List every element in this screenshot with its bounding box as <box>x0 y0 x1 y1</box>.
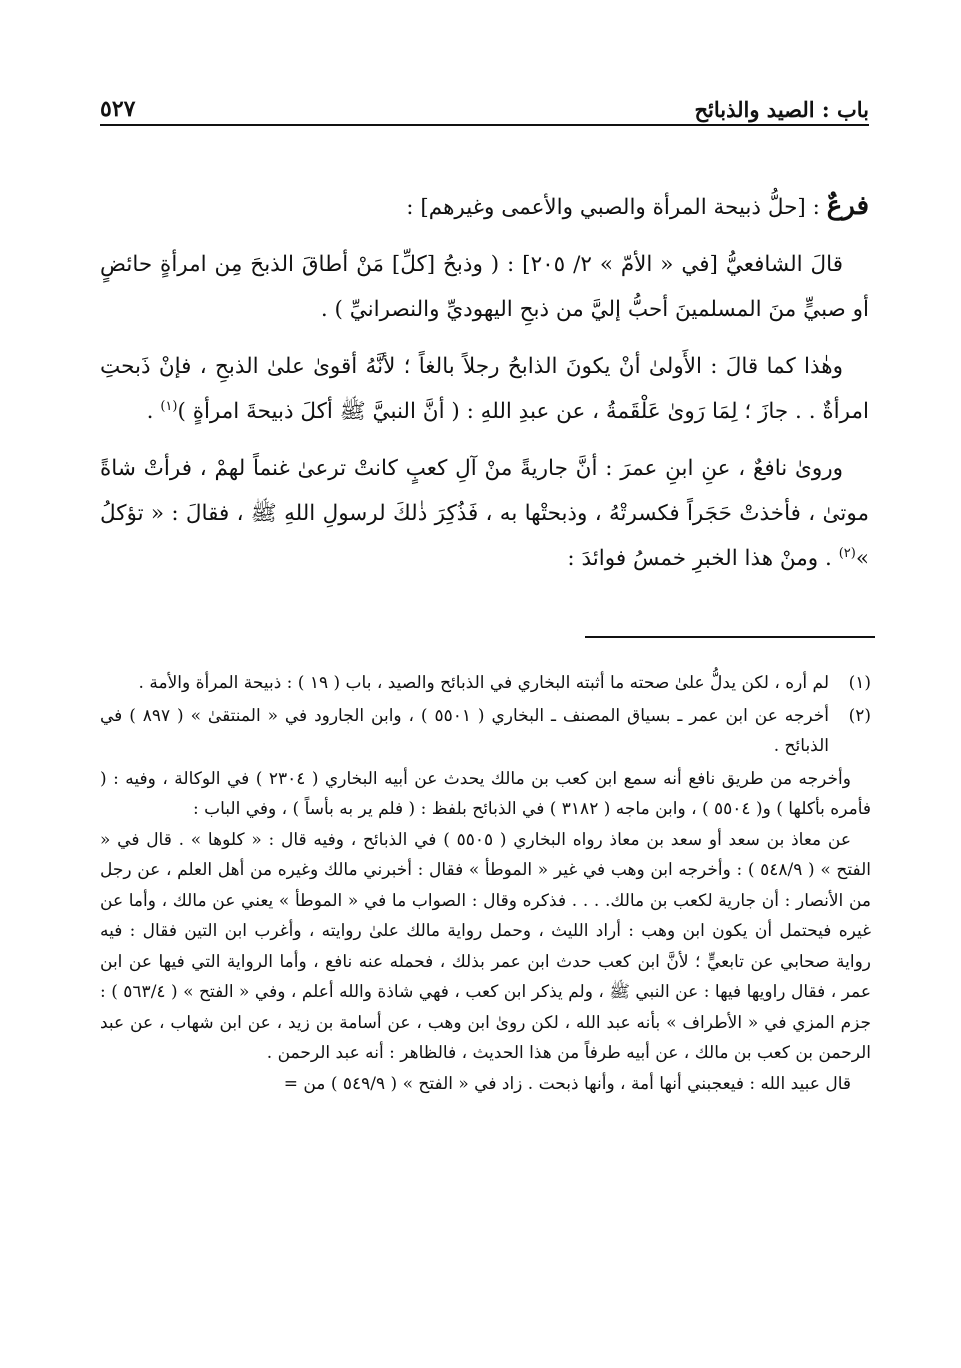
heading-lead: فرعٌ <box>826 191 869 221</box>
page-number: ٥٢٧ <box>100 96 136 122</box>
section-heading <box>100 184 869 230</box>
paragraph-2-text: وهٰذا كما قالَ : الأَولىٰ أنْ يكونَ الذابحُ رجلاً بالغاً ؛ لأنَّهُ أقوىٰ علىٰ الذبحِ ، فإنْ ذَبحتِ امرأةٌ . . جازَ ؛ لِمَا رَوىٰ عَلْقَمةُ ، عن عبدِ اللهِ : ( أنَّ النبيَّ ﷺ أكلَ ذبيحةَ امرأةٍ ) <box>100 354 869 424</box>
heading-rest: : [حلُّ ذبيحة المرأة والصبي والأعمى وغيرهم] : <box>406 195 827 220</box>
page-header <box>100 78 869 122</box>
header-rule <box>100 124 869 126</box>
footnote-2-paragraph-4: قال عبيد الله : فيعجبني أنها أمة ، وأنها ذبحت . زاد في « الفتح » ( ٥٤٩/٩ ) من = <box>283 1073 851 1094</box>
footnote-2 <box>100 701 871 762</box>
footnote-2-line-1: أخرجه عن ابن عمر ـ بسياق المصنف ـ البخاري ( ٥٥٠١ ) ، وابن الجارود في « المنتقىٰ » ( ٨٩٧ ) في الذبائح . <box>100 705 829 756</box>
paragraph-3-end: . ومنْ هذا الخبرِ خمسُ فوائدَ : <box>567 546 839 571</box>
footnote-1-text: لم أره ، لكن يدلُّ علىٰ صحته ما أثبته البخاري في الذبائح والصيد ، باب ( ١٩ ) : ذبيحة المرأة والأمة . <box>138 673 829 693</box>
footnote-1 <box>100 668 871 699</box>
paragraph-3-text: وروىٰ نافعٌ ، عنِ ابنِ عمرَ : أنَّ جاريةً منْ آلِ كعبٍ كانتْ ترعىٰ غنماً لهمْ ، فرأتْ شاةً موتىٰ ، فأخذتْ حَجَراً فكسرتْهُ ، وذبحتْها به ، فَذُكِرَ ذٰلكَ لرسولِ اللهِ ﷺ ، فقالَ : « تؤكلُ » <box>100 456 869 571</box>
footnote-number: (١) <box>848 673 871 693</box>
footnote-2-paragraph-3: عن معاذ بن سعد أو سعد بن معاذ رواه البخاري ( ٥٥٠٥ ) في الذبائح ، وفيه قال : « كلوها » . قال في « الفتح » ( ٥٤٨/٩ ) : وأخرجه ابن وهب في غير « الموطأ » فقال : أخبرني مالك وغيره من أهل العلم ، عن رجل من الأنصار : أن جارية لكعب بن مالك. . . . فذكره وقال : الصواب ما في « الموطأ » يعني عن مالك ، وأما عن غيره فيحتمل أن يكون ابن وهب : أراد الليث ، وحمل رواية مالك علىٰ روايته ، وأغرب ابن التين فقال : فيه رواية صحابي عن تابعيٍّ ؛ لأنَّ ابن كعب حدث ابن عمر بذلك ، فحمله عنه نافع ، وأما الرواية التي فيها عن ابن عمر ، فقال راويها فيها : عن النبي ﷺ ، ولم يذكر ابن كعب ، فهي شاذة والله أعلم ، وفي « الفتح » ( ٥٦٣/٤ ) : جزم المزي في « الأطراف » بأنه عبد الله ، لكن روىٰ ابن وهب ، عن أسامة بن زيد ، عن ابن شهاب ، عن عبد الرحمن بن كعب بن مالك ، عن أبيه طرفاً من هذا الحديث ، فالظاهر : أنه عبد الرحمن . <box>100 829 872 1063</box>
running-title: باب : الصيد والذبائح <box>694 97 869 122</box>
main-text <box>100 184 869 593</box>
footnote-ref-2[interactable]: (٢) <box>838 545 856 561</box>
footnote-ref-1[interactable]: (١) <box>160 398 178 414</box>
footnote-2-paragraph-2: وأخرجه من طريق نافع أنه سمع ابن كعب بن مالك يحدث عن أبيه البخاري ( ٢٣٠٤ ) في الوكالة ، وفيه : ( فأمره بأكلها ) و( ٥٥٠٤ ) ، وابن ماجه ( ٣١٨٢ ) في الذبائح بلفظ : ( فلم ير به بأساً ) ، وفي الباب : <box>100 768 871 819</box>
paragraph-1: قالَ الشافعيُّ [في « الأمّ » ٢/ ٢٠٥] : ( وذبحُ [كلِّ] مَنْ أطاقَ الذبحَ مِن امرأةٍ حائضٍ أو صبيٍّ منَ المسلمينَ أحبُّ إليَّ من ذبحِ اليهوديِّ والنصرانيِّ ) . <box>100 252 869 322</box>
paragraph-2 <box>100 344 869 434</box>
paragraph-3 <box>100 446 869 581</box>
paragraph-2-end: . <box>146 399 161 424</box>
footnote-number: (٢) <box>848 705 871 726</box>
footnotes <box>100 668 871 1099</box>
footnote-rule <box>585 636 875 638</box>
